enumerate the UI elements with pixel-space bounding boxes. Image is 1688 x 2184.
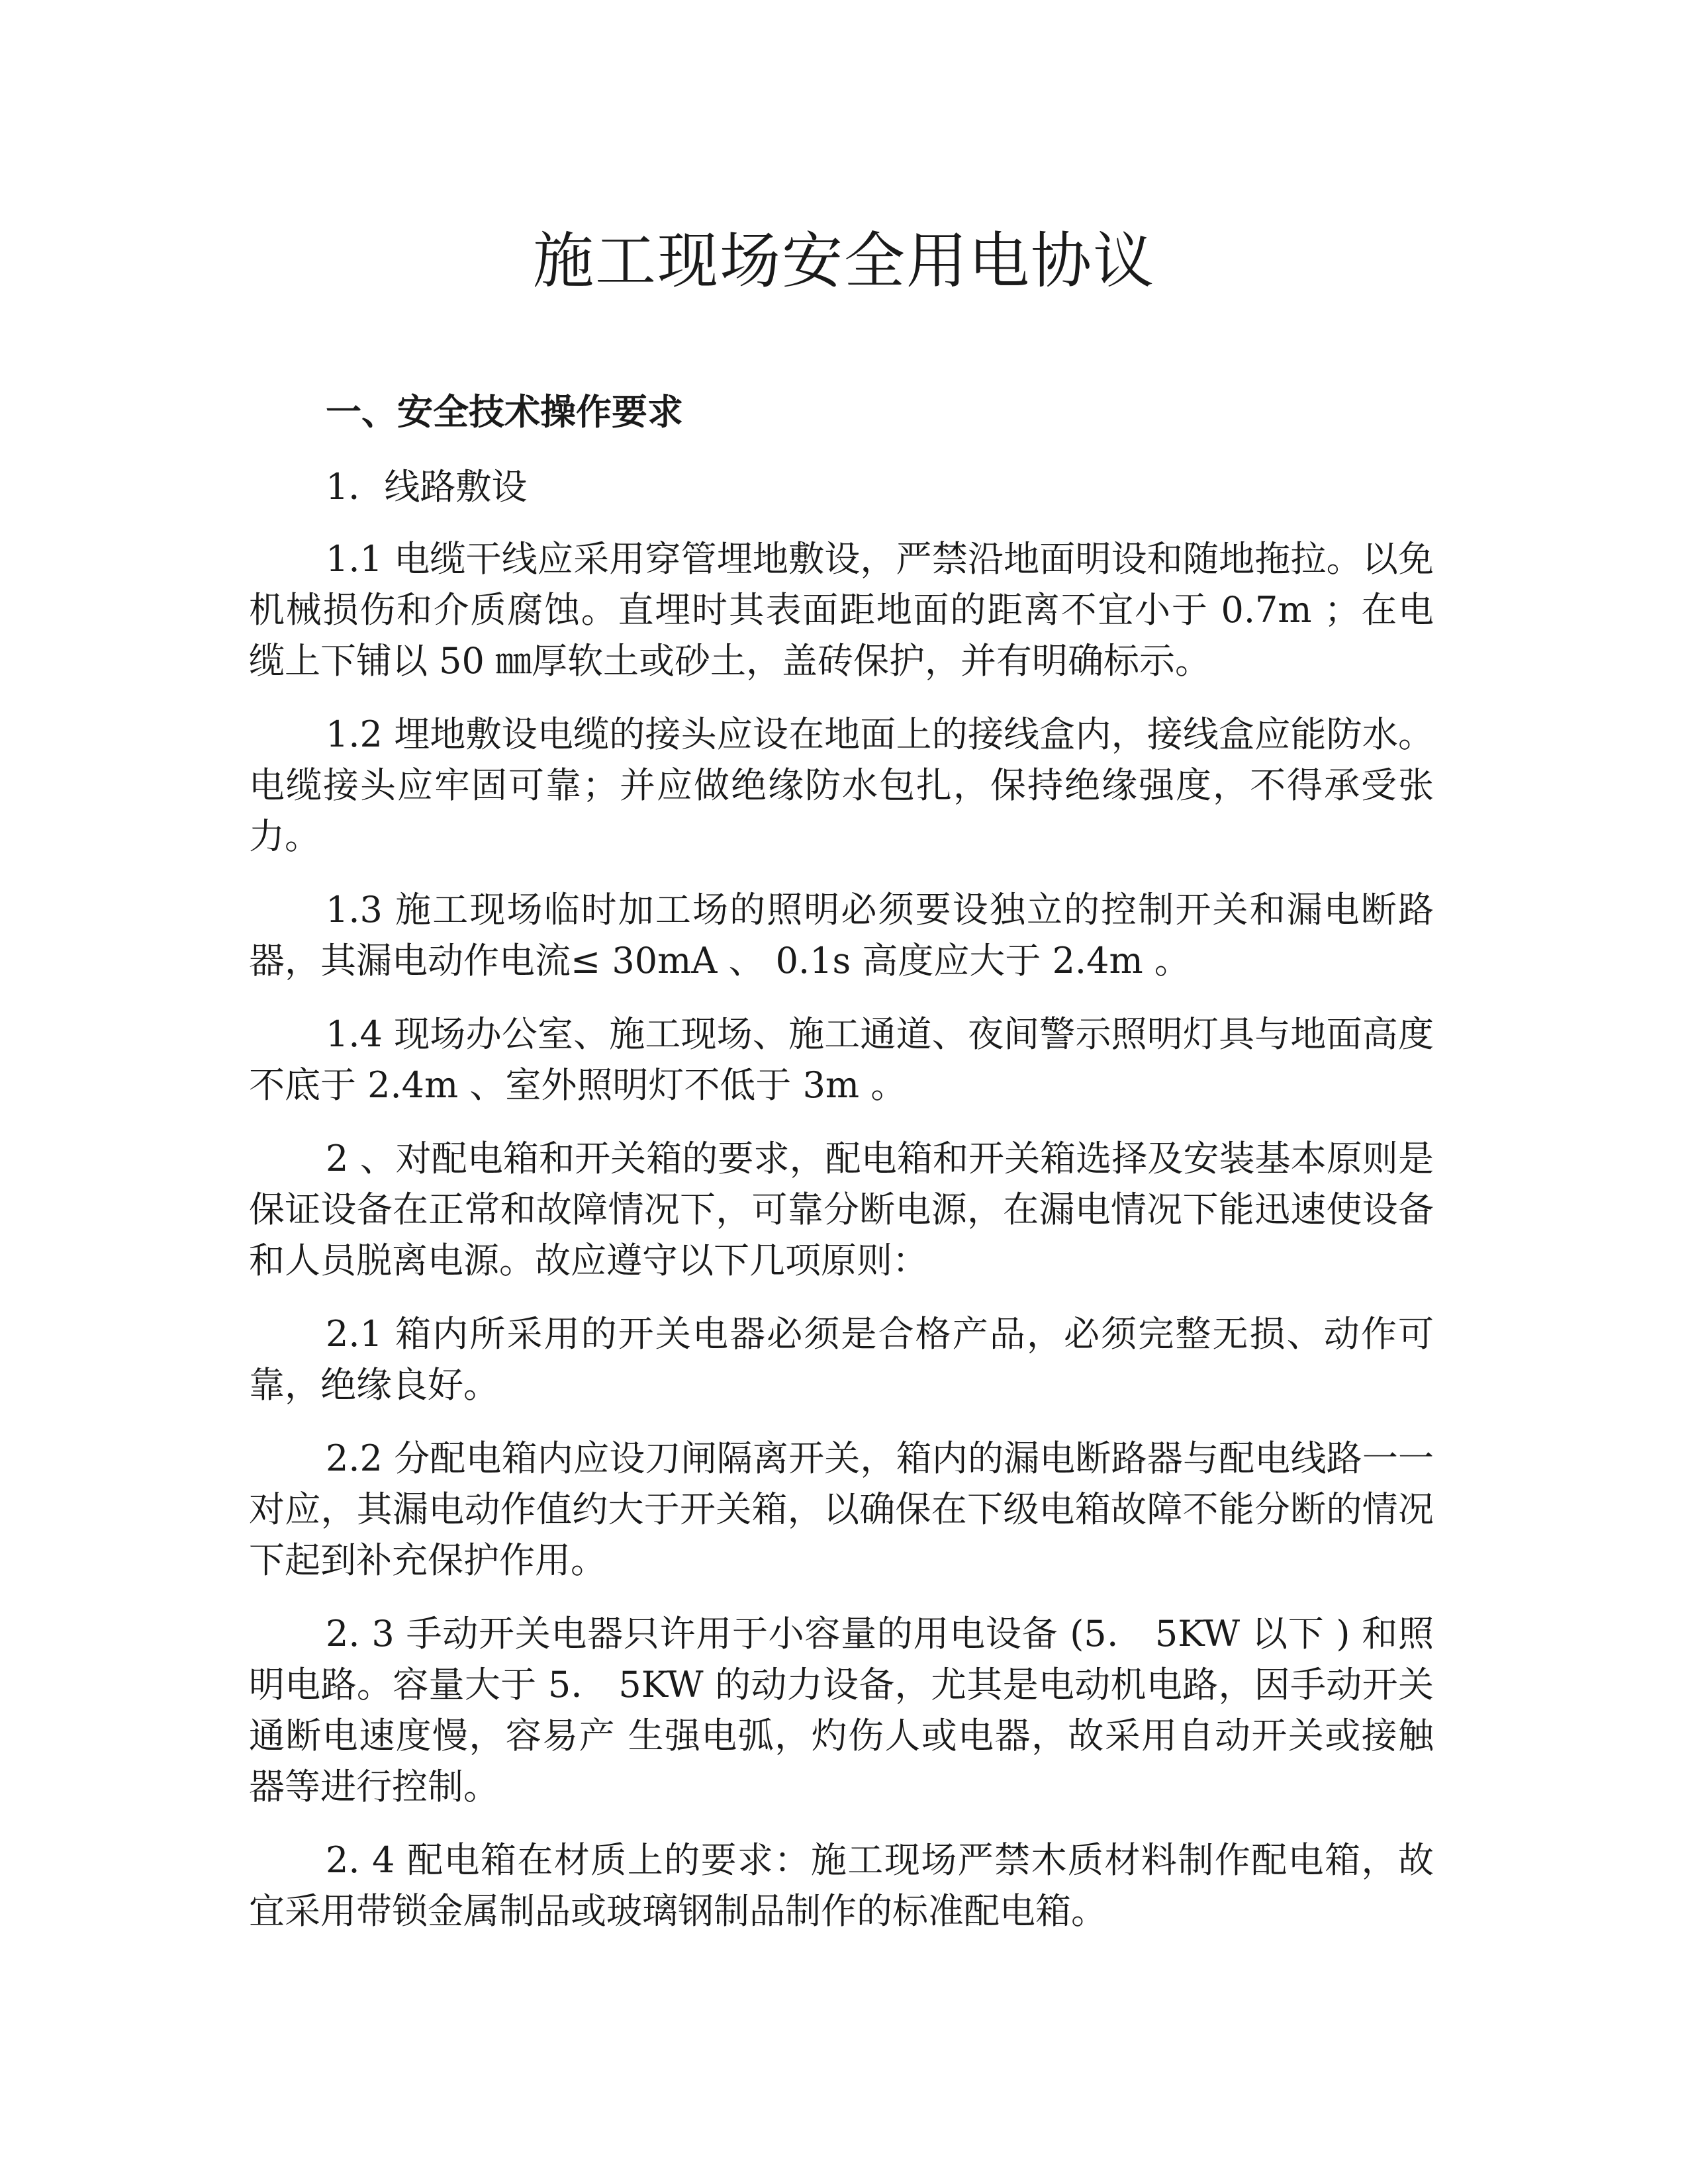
paragraph-1-1: 1.1 电缆干线应采用穿管埋地敷设，严禁沿地面明设和随地拖拉。以免机械损伤和介质腐蚀。直埋时其表面距地面的距离不宜小于 0.7m ；在电缆上下铺以 50 ㎜厚软土或砂土，盖砖保护，并有明确标示。 [249,538,1434,682]
paragraph-2-4: 2. 4 配电箱在材质上的要求：施工现场严禁木质材料制作配电箱，故宜采用带锁金属制品或玻璃钢制品制作的标准配电箱。 [249,1839,1434,1932]
paragraph-1-2: 1.2 埋地敷设电缆的接头应设在地面上的接线盒内，接线盒应能防水。电缆接头应牢固可靠；并应做绝缘防水包扎，保持绝缘强度，不得承受张力。 [249,713,1434,857]
paragraph-1-3: 1.3 施工现场临时加工场的照明必须要设独立的控制开关和漏电断路器，其漏电动作电流≤ 30mA 、 0.1s 高度应大于 2.4m 。 [249,889,1434,981]
paragraph-2: 2 、对配电箱和开关箱的要求，配电箱和开关箱选择及安装基本原则是保证设备在正常和故障情况下，可靠分断电源，在漏电情况下能迅速使设备和人员脱离电源。故应遵守以下几项原则： [249,1138,1434,1281]
paragraph-2-2: 2.2 分配电箱内应设刀闸隔离开关，箱内的漏电断路器与配电线路一一对应，其漏电动作值约大于开关箱，以确保在下级电箱故障不能分断的情况下起到补充保护作用。 [249,1437,1434,1581]
paragraph-1-4: 1.4 现场办公室、施工现场、施工通道、夜间警示照明灯具与地面高度不底于 2.4m 、室外照明灯不低于 3m 。 [249,1013,1434,1106]
subsection-heading: 1．线路敷设 [326,466,528,508]
page-title: 施工现场安全用电协议 [532,226,1155,296]
paragraph-2-3: 2. 3 手动开关电器只许用于小容量的用电设备 (5． 5KW 以下 ) 和照明电路。容量大于 5． 5KW 的动力设备，尤其是电动机电路，因手动开关通断电速度慢，容易产 生强电弧，灼伤人或电器，故采用自动开关或接触器等进行控制。 [249,1613,1434,1807]
document-body [249,384,1434,1959]
section-heading: 一、安全技术操作要求 [326,390,683,433]
paragraph-2-1: 2.1 箱内所采用的开关电器必须是合格产品，必须完整无损、动作可靠，绝缘良好。 [249,1313,1434,1406]
